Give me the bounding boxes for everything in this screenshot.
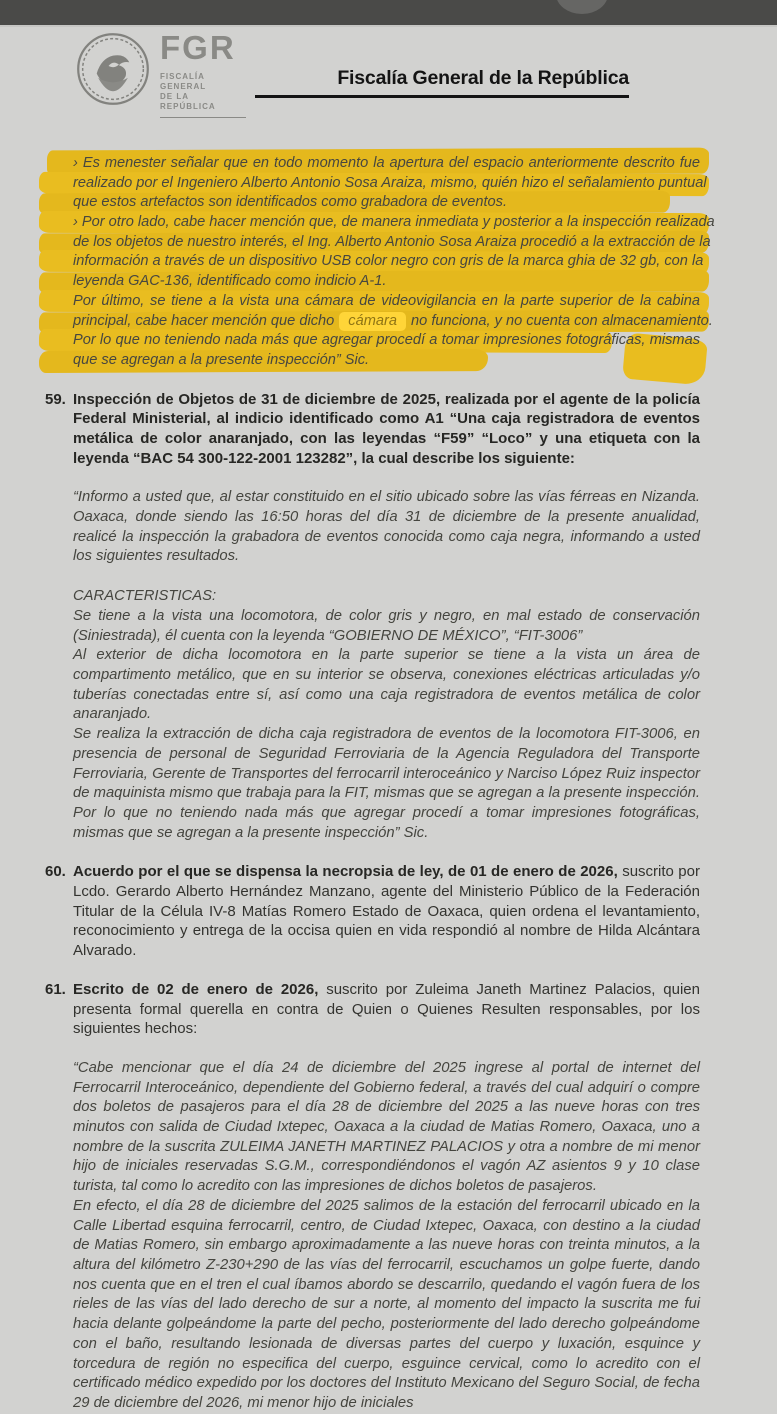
highlight-line bbox=[73, 213, 715, 233]
highlighted-passage bbox=[73, 154, 715, 371]
item-text: Inspección de Objetos de 31 de diciembre de 2025, realizada por el agente de la policía Federal Ministerial, al indicio identificado como A1 “Una caja registradora de eventos metálica de color anaranjado, con las leyendas “F59” “Loco” y una etiqueta con la leyenda “BAC 54 300-122-2001 123282”, la cual describe los siguiente: bbox=[73, 390, 700, 467]
highlight-line-text: › Es menester señalar que en todo momento la apertura del espacio anteriormente descrito fue bbox=[73, 155, 700, 171]
highlight-line-text: Por lo que no teniendo nada más que agregar procedí a tomar impresiones fotográficas, bbox=[73, 332, 646, 349]
quote-paragraph-59-body2: Al exterior de dicha locomotora en la parte superior se tiene a la vista un área de compartimento metálico, que en su interior se observa, conexiones eléctricas articuladas y/o tuberías conectadas entre sí, así como una caja registradora de eventos metálica de color anaranjado. bbox=[73, 647, 700, 723]
fgr-logo bbox=[160, 31, 246, 118]
highlight-line-text: realizado por el Ingeniero Alberto Antonio Sosa Araiza, mismo, quién hizo el señalamiento puntual bbox=[73, 174, 707, 191]
quote-paragraph-59-intro: “Informo a usted que, al estar constituido en el sitio ubicado sobre las vías férreas en Nizanda. Oaxaca, donde siendo las 16:50 horas del día 31 de diciembre de la presente anualidad, realicé la inspección la grabadora de eventos conocida como caja negra, informando a usted los siguientes resultados. bbox=[73, 489, 700, 565]
highlight-line-text: que estos artefactos son identificados como grabadora de eventos. bbox=[73, 194, 508, 211]
item-number: 59. bbox=[45, 390, 66, 408]
highlight-line-text: no funciona, y no cuenta con almacenamiento. bbox=[411, 312, 713, 329]
highlight-line bbox=[73, 292, 700, 312]
fgr-eagle-seal-icon bbox=[76, 32, 150, 106]
highlight-line-with-match bbox=[73, 312, 713, 332]
item-number: 61. bbox=[45, 980, 66, 998]
document-header bbox=[0, 27, 777, 127]
quote-paragraph-61-p2: En efecto, el día 28 de diciembre del 2025 salimos de la estación del ferrocarril ubicado en la Calle Libertad esquina ferrocarril, centro, de Ciudad Ixtepec, Oaxaca, con destino a la ciudad de Matias Romero, sin embargo aproximadamente a las nueve horas con treinta minutos, a la altura del kilómetro Z-230+290 de las vías del ferrocarril, escuchamos un golpe fuerte, dando nos cuenta que en el tren el cual íbamos abordo se descarrilo, quedando el vagón fuera de los rieles de las vías del lado derecho de sur a norte, al momento del impacto la suscrita me fui hacia delante golpeándome la parte del pecho, posteriormente del lado derecho golpeándome con el baño, resultando lesionada de diversas partes del cuerpo y luxación, esquince y torcedura de región no especifica del cuerpo, esguince cervical, como lo acredito con el certificado médico expedido por los doctores del Instituto Mexicano del Seguro Social, de fecha 29 de diciembre del 2026, mi menor hijo de iniciales bbox=[73, 1197, 700, 1411]
highlight-line-text: principal, cabe hacer mención que dicho bbox=[73, 312, 335, 329]
highlight-line-text: información a través de un dispositivo USB color negro con gris de la marca ghia de 32 gb, con la bbox=[73, 253, 704, 270]
header-title-underline bbox=[255, 67, 629, 98]
highlight-line bbox=[73, 351, 700, 371]
highlight-line bbox=[73, 174, 707, 194]
item-number: 60. bbox=[45, 863, 66, 881]
quote-paragraph-61-p1: “Cabe mencionar que el día 24 de diciembre del 2025 ingrese al portal de internet del Ferrocarril Interoceánico, dependiente del Gobierno federal, a través del cual adquirí o compre dos boletos de pasajeros para el día 28 de diciembre del 2025 a las nueve horas con tres minutos con salida de Ciudad Ixtepec, Oaxaca a la ciudad de Matias Romero, Oaxaca, uno a nombre de la suscrita ZULEIMA JANETH MARTINEZ PALACIOS y otra a nombre de mi menor hijo de iniciales reservadas S.G.M., correspondiéndonos el vagón AZ asientos 9 y 10 clase turista, tal como lo acredito con las impresiones de dichos boletos de pasajeros. bbox=[73, 1059, 700, 1195]
quote-paragraph-59-body1: Se tiene a la vista una locomotora, de color gris y negro, en mal estado de conservación (Siniestrada), él cuenta con la leyenda “GOBIERNO DE MÉXICO”, “FIT-3006” bbox=[73, 607, 700, 644]
fgr-logo-subtitle-line1: FISCALÍA GENERAL bbox=[160, 72, 207, 91]
document-content bbox=[45, 154, 715, 1414]
highlight-line bbox=[73, 154, 700, 174]
item-bold-lead: Acuerdo por el que se dispensa la necropsia de ley, de 01 de enero de 2026, bbox=[73, 863, 618, 881]
highlight-line bbox=[73, 331, 700, 351]
highlight-line bbox=[73, 233, 711, 253]
section-item-59 bbox=[45, 390, 700, 469]
header-title: Fiscalía General de la República bbox=[337, 67, 629, 89]
item-text: suscrito por Lcdo. Gerardo Alberto Hernández Manzano, agente del Ministerio Público de la Federación Titular de la Célula IV-8 Matías Romero Estado de Oaxaca, quien ordena el levantamiento, reconocimiento y entrega de la occisa quien en vida respondió al nombre de Hilda Alcántara Alvarado. bbox=[73, 863, 700, 960]
section-item-61 bbox=[45, 980, 700, 1039]
highlight-line-text: Por último, se tiene a la vista una cámara de videovigilancia en la parte superior de la cabina bbox=[73, 292, 700, 309]
section-item-60 bbox=[45, 862, 700, 961]
highlight-line-text: › Por otro lado, cabe hacer mención que, de manera inmediata y posterior a la inspección realizada bbox=[73, 214, 715, 231]
highlight-line bbox=[73, 272, 700, 292]
fgr-logo-acronym: FGR bbox=[160, 29, 236, 66]
highlight-line bbox=[73, 193, 700, 213]
highlight-line-text: que se agregan a la presente inspección” Sic. bbox=[73, 351, 370, 368]
document-page bbox=[0, 27, 777, 1414]
item-bold-lead: Escrito de 02 de enero de 2026, bbox=[73, 980, 319, 998]
unhighlighted-word: mismas bbox=[649, 332, 701, 349]
item-text: suscrito por Zuleima Janeth Martinez Palacios, quien presenta formal querella en contra de Quien o Quienes Resulten responsables, por los siguientes hechos: bbox=[73, 980, 700, 1038]
floating-button-partial[interactable] bbox=[556, 0, 608, 14]
status-bar bbox=[0, 0, 777, 27]
highlight-line-text: de los objetos de nuestro interés, el Ing. Alberto Antonio Sosa Araiza procedió a la extracción de la bbox=[73, 233, 711, 250]
search-match-highlight: cámara bbox=[339, 312, 406, 331]
caracteristicas-label: CARACTERISTICAS: bbox=[73, 588, 217, 605]
fgr-logo-subtitle bbox=[160, 72, 246, 118]
quote-paragraph-59-body3: Se realiza la extracción de dicha caja registradora de eventos de la locomotora FIT-3006, en presencia de personal de Seguridad Ferroviaria de la Agencia Reguladora del Transporte Ferroviaria, Gerente de Transportes del ferrocarril interoceánico y Narciso López Ruiz inspector de maquinista mismo que trabaja para la FIT, mismas que se agregan a la presente inspección. Por lo que no teniendo nada más que agregar procedí a tomar impresiones fotográficas, mismas que se agregan a la presente inspección” Sic. bbox=[73, 726, 700, 841]
highlight-line-text: leyenda GAC-136, identificado como indicio A-1. bbox=[73, 273, 387, 290]
fgr-logo-subtitle-line2: DE LA REPÚBLICA bbox=[160, 92, 216, 111]
